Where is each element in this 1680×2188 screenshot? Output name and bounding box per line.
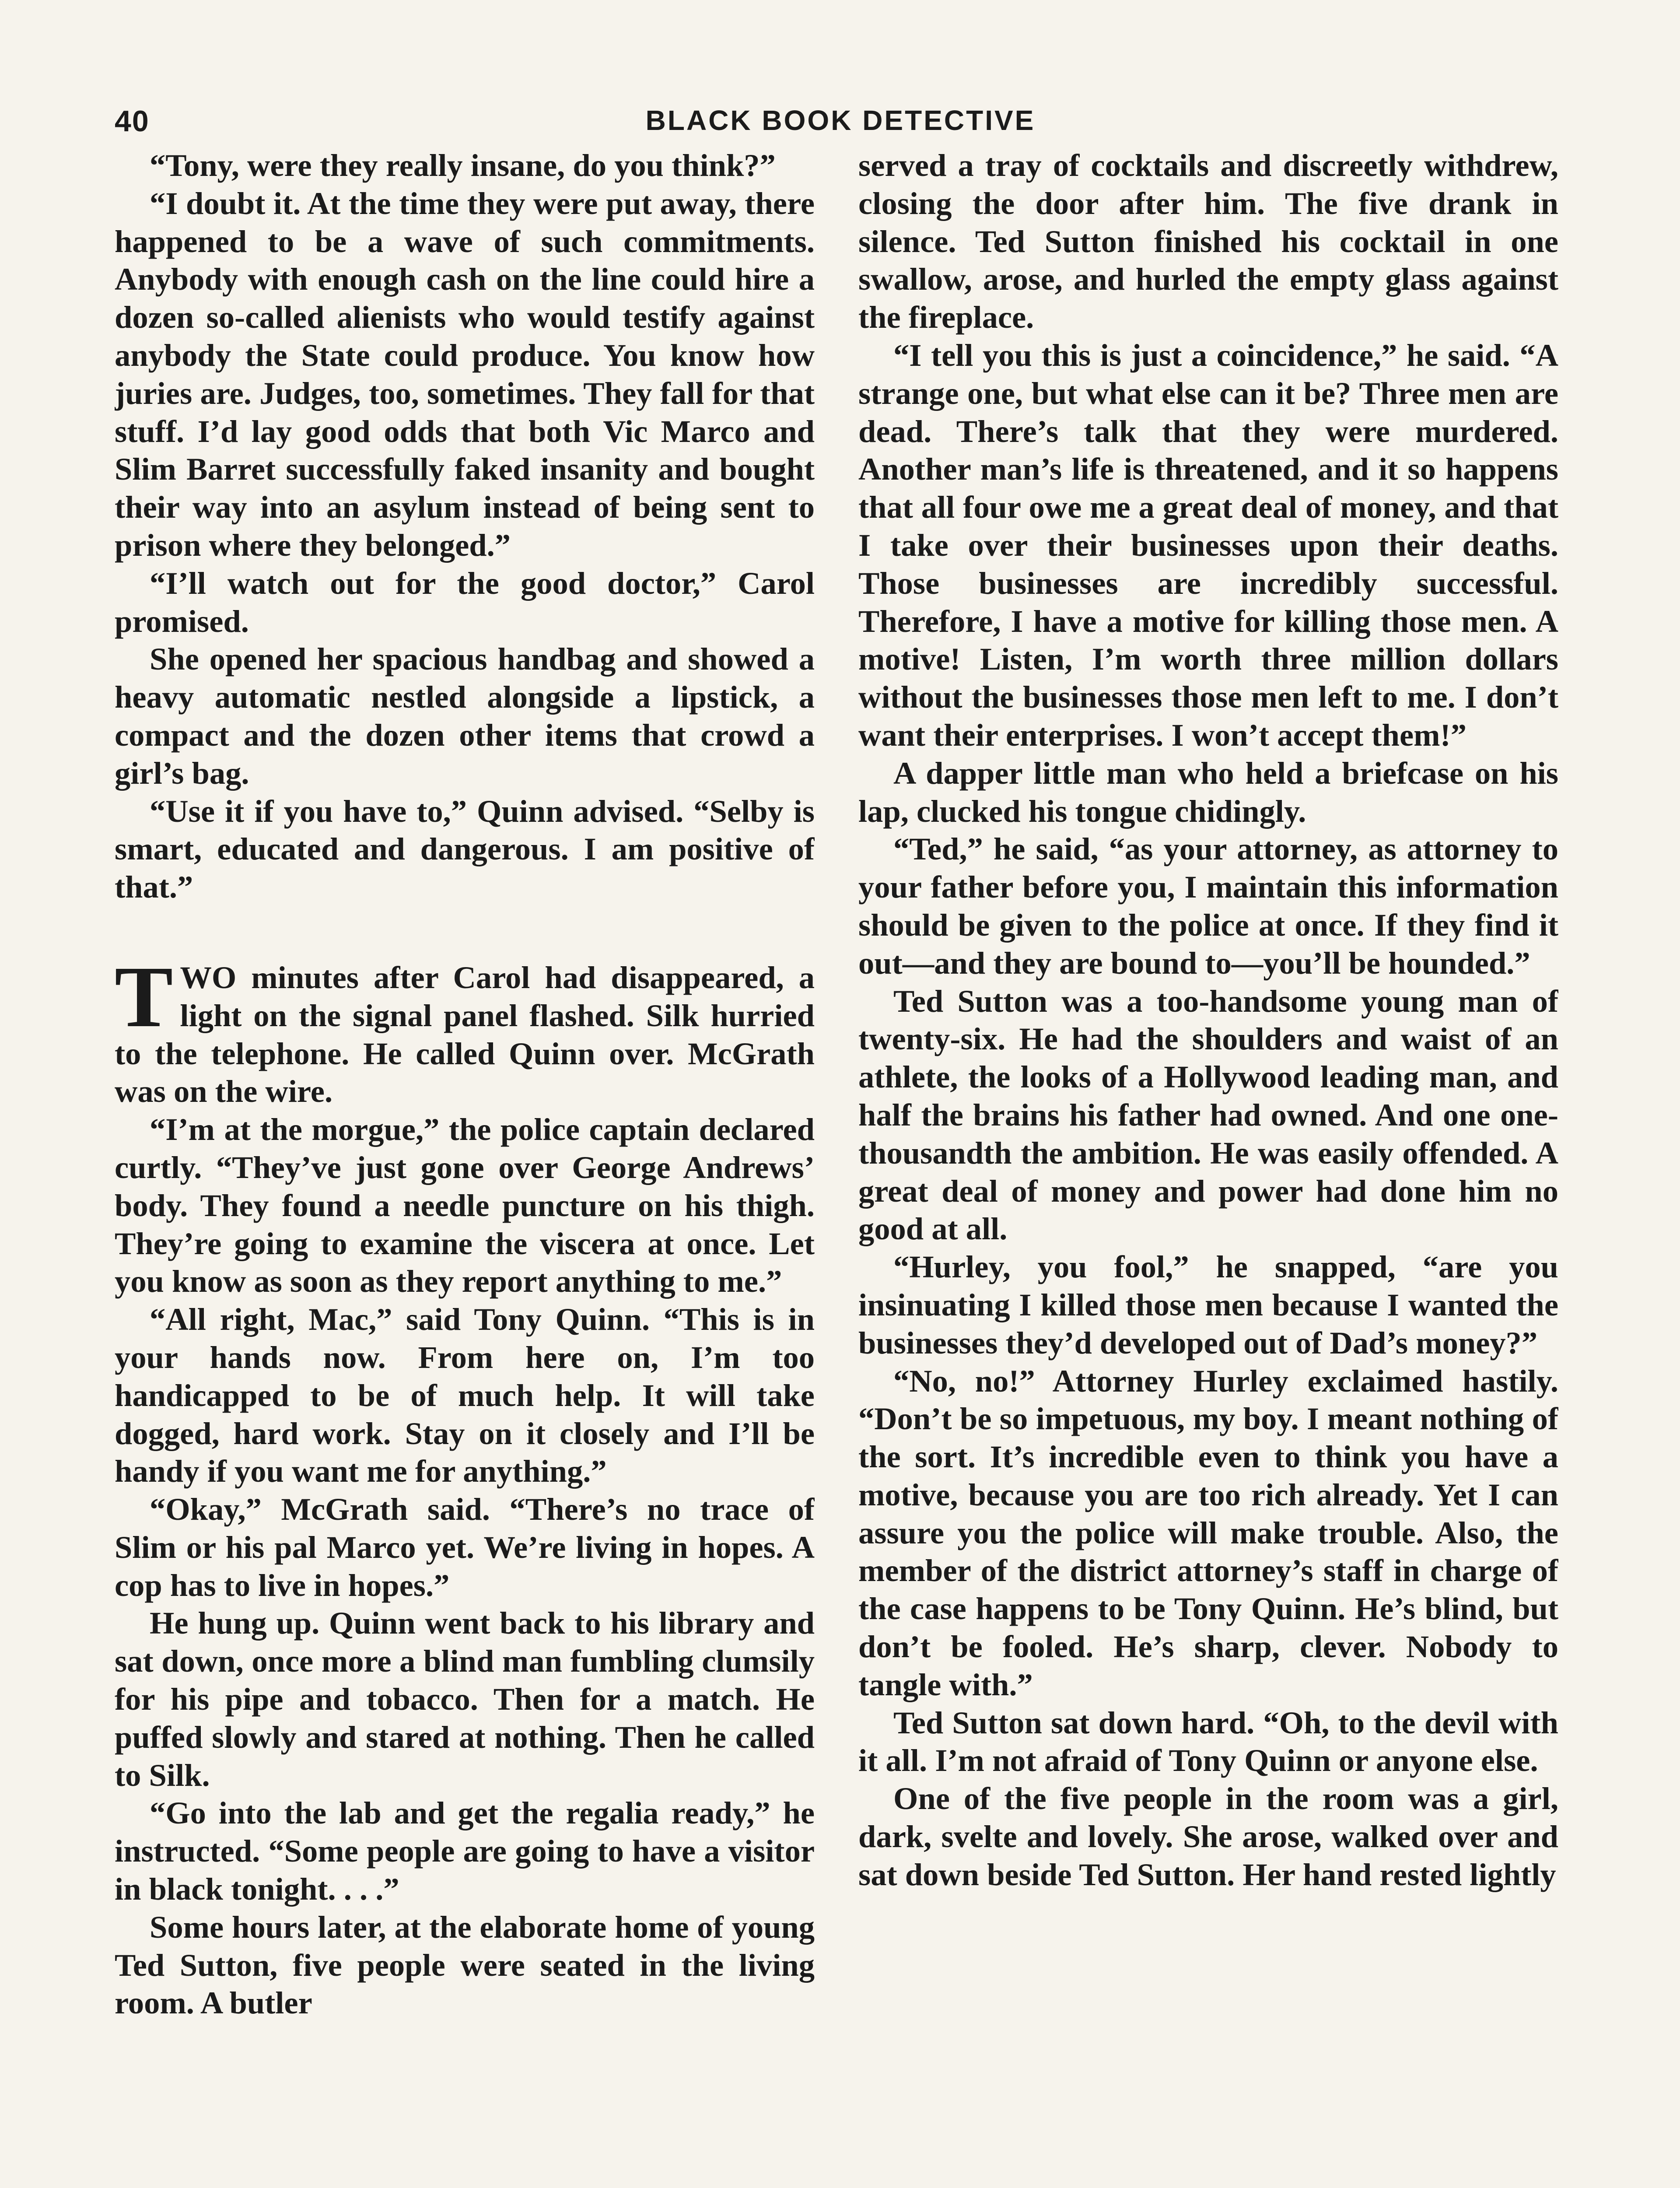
paragraph: “All right, Mac,” said Tony Quinn. “This is in your hands now. From here on, I’m too handicapped to be of much help. It will take dogged, hard work. Stay on it closely and I’ll be handy if you want me for anything.” [115,1301,815,1489]
paragraph: “Go into the lab and get the regalia ready,” he instructed. “Some people are going to have a visitor in black tonight. . . .” [115,1795,815,1907]
page-number: 40 [115,105,150,138]
page-header [115,104,1566,146]
paragraph: “No, no!” Attorney Hurley exclaimed hastily. “Don’t be so impetuous, my boy. I meant nothing of the sort. It’s incredible even to think you have a motive, because you are too rich already. Yet I can assure you the police will make trouble. Also, the member of the district attorney’s staff in charge of the case happens to be Tony Quinn. He’s blind, but don’t be fooled. He’s sharp, clever. Nobody to tangle with.” [858,1363,1558,1702]
paragraph: “I tell you this is just a coincidence,” he said. “A strange one, but what else can it be? Three men are dead. There’s talk that they were murdered. Another man’s life is threatened, and it so happens that all four owe me a great deal of money, and that I take over their businesses upon their deaths. Those businesses are incredibly successful. Therefore, I have a motive for killing those men. A motive! Listen, I’m worth three million dollars without the businesses those men left to me. I don’t want their enterprises. I won’t accept them!” [858,337,1558,753]
paragraph: “Tony, were they really insane, do you think?” [150,147,776,183]
left-column [115,147,815,2188]
paragraph-text: WO minutes after Carol had disappeared, a light on the signal panel flashed. Silk hurried to the telephone. He called Quinn over. McGrath was on the wire. [115,959,815,1109]
paragraph: “I doubt it. At the time they were put away, there happened to be a wave of such commitments. Anybody with enough cash on the line could hire a dozen so-called alienists who would testify against anybody the State could produce. You know how juries are. Judges, too, sometimes. They fall for that stuff. I’d lay good odds that both Vic Marco and Slim Barret successfully faked insanity and bought their way into an asylum instead of being sent to prison where they belonged.” [115,185,815,563]
paragraph: Some hours later, at the elaborate home of young Ted Sutton, five people were seated in the living room. A butler [115,1909,815,2021]
paragraph: “Ted,” he said, “as your attorney, as attorney to your father before you, I maintain this information should be given to the police at once. If they find it out—and they are bound to—you’ll be hounded.” [858,831,1558,981]
paragraph: “Use it if you have to,” Quinn advised. “Selby is smart, educated and dangerous. I am positive of that.” [115,793,815,905]
paragraph-continued: served a tray of cocktails and discreetly withdrew, closing the door after him. The five drank in silence. Ted Sutton finished his cocktail in one swallow, arose, and hurled the empty glass against the fireplace. [858,147,1558,335]
paragraph: Ted Sutton was a too-handsome young man of twenty-six. He had the shoulders and waist of an athlete, the looks of a Hollywood leading man, and half the brains his father had owned. And one one-thousandth the ambition. He was easily offended. A great deal of money and power had done him no good at all. [858,983,1558,1247]
right-column [858,147,1558,2188]
paragraph: “Hurley, you fool,” he snapped, “are you insinuating I killed those men because I wanted the businesses they’d developed out of Dad’s money?” [858,1249,1558,1360]
drop-cap: T [115,948,173,1045]
paragraph: Ted Sutton sat down hard. “Oh, to the devil with it all. I’m not afraid of Tony Quinn or anyone else. [858,1704,1558,1778]
paragraph: A dapper little man who held a briefcase on his lap, clucked his tongue chidingly. [858,755,1558,829]
section-start-paragraph [115,948,815,1111]
paragraph: “I’ll watch out for the good doctor,” Carol promised. [115,565,815,639]
paragraph: One of the five people in the room was a girl, dark, svelte and lovely. She arose, walked over and sat down beside Ted Sutton. Her hand rested lightly [858,1781,1558,1892]
paragraph: “I’m at the morgue,” the police captain declared curtly. “They’ve just gone over George Andrews’ body. They found a needle puncture on his thigh. They’re going to examine the viscera at once. Let you know as soon as they report anything to me.” [115,1112,815,1299]
paragraph: He hung up. Quinn went back to his library and sat down, once more a blind man fumbling clumsily for his pipe and tobacco. Then for a match. He puffed slowly and stared at nothing. Then he called to Silk. [115,1605,815,1793]
paragraph: “Okay,” McGrath said. “There’s no trace of Slim or his pal Marco yet. We’re living in hopes. A cop has to live in hopes.” [115,1491,815,1603]
running-title: BLACK BOOK DETECTIVE [645,105,1036,136]
paragraph: She opened her spacious handbag and showed a heavy automatic nestled alongside a lipstick, a compact and the dozen other items that crowd a girl’s bag. [115,641,815,791]
